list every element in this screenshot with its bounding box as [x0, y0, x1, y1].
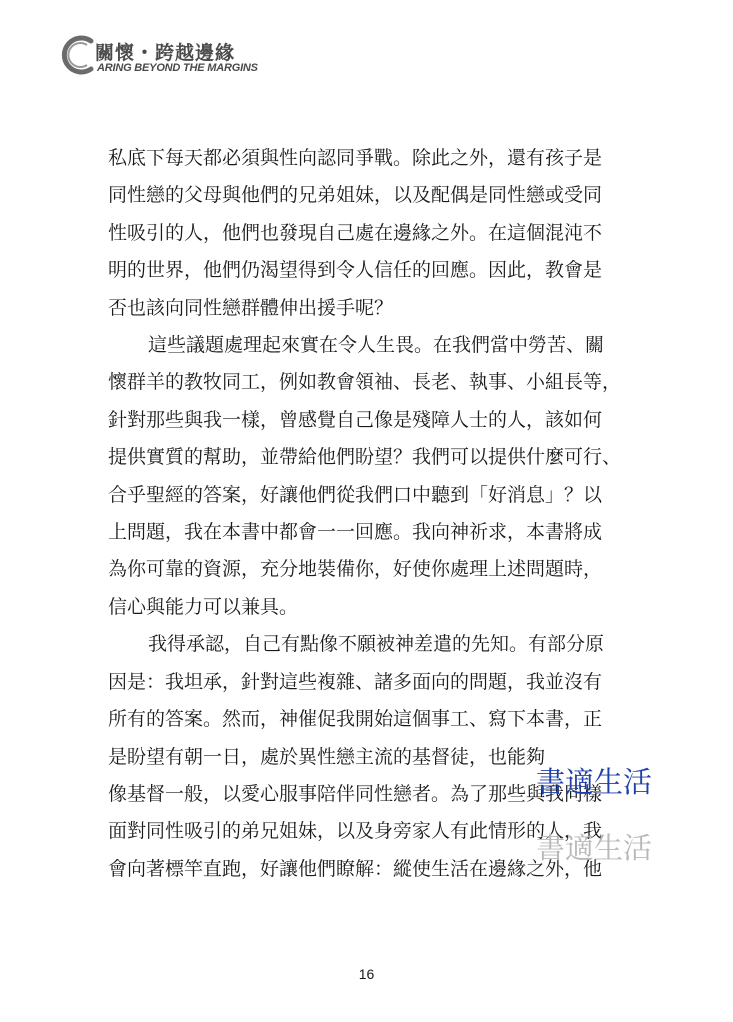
text-line: 是盼望有朝一日，處於異性戀主流的基督徒，也能夠: [108, 745, 546, 768]
text-line: 因是：我坦承，針對這些複雜、諸多面向的問題，我並沒有: [108, 670, 603, 693]
page-number: 16: [358, 966, 375, 982]
text-line: 為你可靠的資源，充分地裝備你，好使你處理上述問題時，: [108, 558, 603, 581]
book-title: 關懷・跨越邊緣: [95, 42, 236, 64]
text-line: 合乎聖經的答案，好讓他們從我們口中聽到「好消息」？以: [108, 483, 603, 506]
paragraph: [108, 327, 622, 626]
running-header: [57, 34, 277, 78]
text-line: 性吸引的人，他們也發現自己處在邊緣之外。在這個混沌不: [108, 221, 603, 244]
text-line: 會向著標竿直跑，好讓他們瞭解：縱使生活在邊緣之外，他: [108, 857, 603, 880]
text-line: 所有的答案。然而，神催促我開始這個事工、寫下本書，正: [108, 708, 603, 731]
text-line: 我得承認，自己有點像不願被神差遣的先知。有部分原: [148, 633, 605, 656]
text-line: 明的世界，他們仍渴望得到令人信任的回應。因此，教會是: [108, 259, 603, 282]
text-line: 面對同性吸引的弟兄姐妹，以及身旁家人有此情形的人，我: [108, 820, 603, 843]
logo-arc-icon: [57, 34, 97, 76]
watermark: [536, 760, 676, 870]
paragraph: [108, 140, 618, 327]
watermark-shadow-text: 書適生活: [536, 831, 653, 865]
text-line: 信心與能力可以兼具。: [108, 595, 299, 618]
text-line: 針對那些與我一樣，曾感覺自己像是殘障人士的人，該如何: [108, 408, 603, 431]
watermark-text: 書適生活: [536, 765, 653, 799]
text-line: 上問題，我在本書中都會一一回應。我向神祈求，本書將成: [108, 521, 603, 544]
text-line: 私底下每天都必須與性向認同爭戰。除此之外，還有孩子是: [108, 147, 603, 169]
text-line: 這些議題處理起來實在令人生畏。在我們當中勞苦、關: [148, 334, 605, 357]
text-line: 否也該向同性戀群體伸出援手呢？: [108, 296, 394, 319]
book-subtitle: ARING BEYOND THE MARGINS: [97, 62, 258, 74]
text-line: 像基督一般，以愛心服事陪伴同性戀者。為了那些與我同樣: [108, 782, 603, 805]
text-line: 同性戀的父母與他們的兄弟姐妹，以及配偶是同性戀或受同: [108, 184, 603, 207]
text-line: 提供實質的幫助，並帶給他們盼望？我們可以提供什麼可行、: [108, 446, 622, 469]
text-line: 懷群羊的教牧同工，例如教會領袖、長老、執事、小組長等，: [108, 371, 622, 394]
